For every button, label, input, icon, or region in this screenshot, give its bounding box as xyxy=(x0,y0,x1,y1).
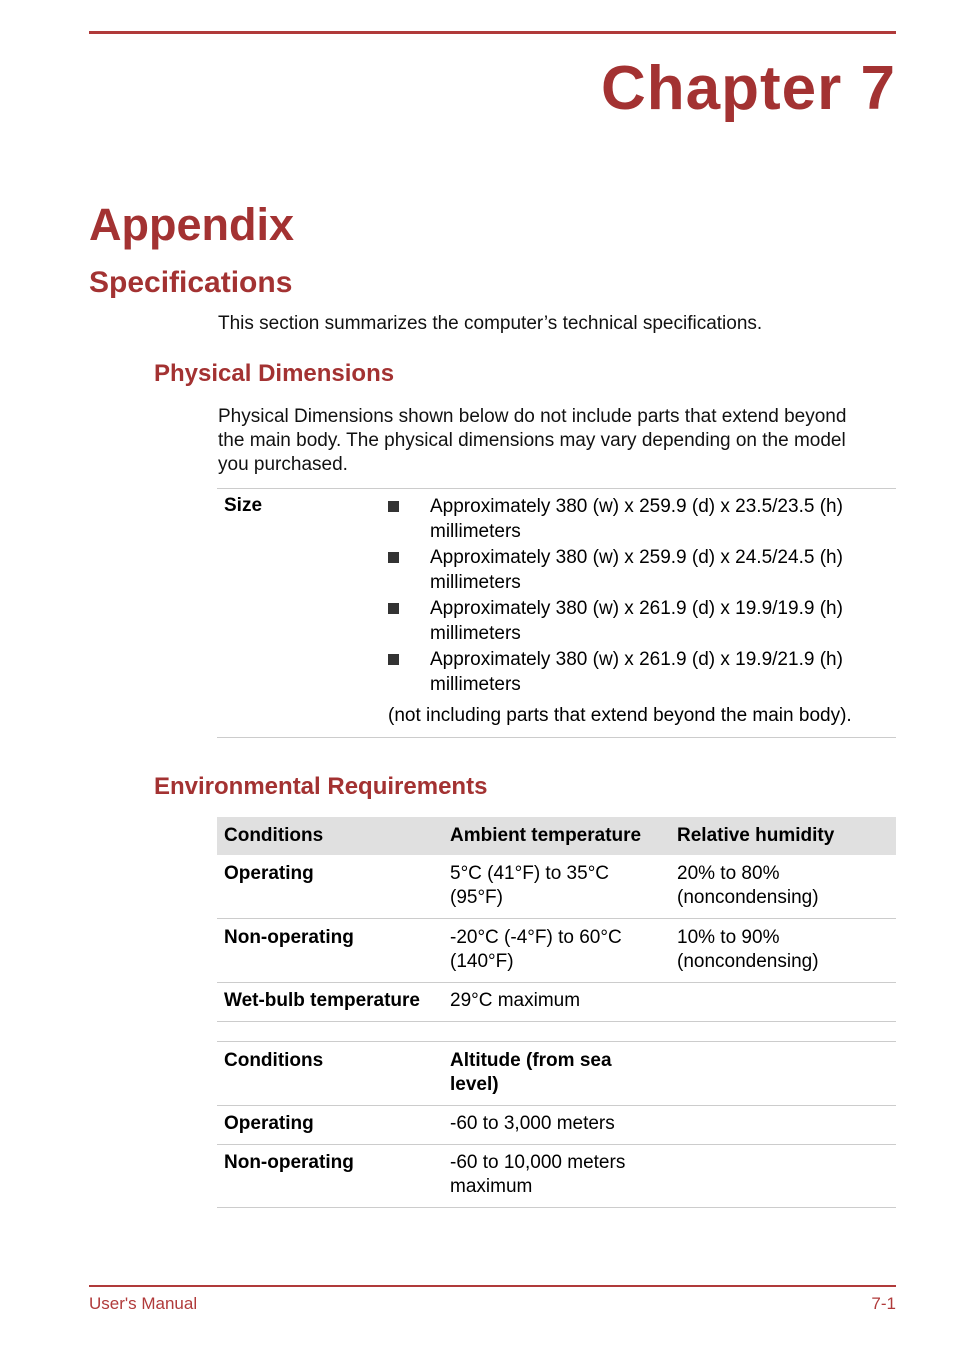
temperature-cell: 29°C maximum xyxy=(450,990,581,1011)
table-divider xyxy=(217,1021,896,1022)
footer-manual-label: User's Manual xyxy=(89,1294,198,1313)
size-item-line: Approximately 380 (w) x 261.9 (d) x 19.9/21.9 (h) xyxy=(430,649,843,670)
page-title: Appendix xyxy=(89,199,295,250)
cell-line: (95°F) xyxy=(450,887,503,908)
specifications-heading: Specifications xyxy=(89,266,293,299)
size-item xyxy=(430,494,890,544)
size-item xyxy=(430,545,890,595)
column-header: Conditions xyxy=(224,1050,324,1071)
size-item-line: millimeters xyxy=(430,572,521,593)
chapter-title: Chapter 7 xyxy=(601,54,896,123)
size-item-line: Approximately 380 (w) x 259.9 (d) x 23.5/23.5 (h) xyxy=(430,496,843,517)
table-divider xyxy=(217,1041,896,1042)
altitude-cell: -60 to 3,000 meters xyxy=(450,1113,615,1134)
temperature-cell xyxy=(450,862,609,910)
bullet-icon xyxy=(388,501,399,512)
condition-cell: Non-operating xyxy=(224,1152,354,1173)
size-item-line: Approximately 380 (w) x 261.9 (d) x 19.9/19.9 (h) xyxy=(430,598,843,619)
condition-cell: Wet-bulb temperature xyxy=(224,990,421,1011)
humidity-cell xyxy=(677,862,819,910)
bullet-icon xyxy=(388,552,399,563)
cell-line: (noncondensing) xyxy=(677,887,819,908)
size-item-line: millimeters xyxy=(430,674,521,695)
size-item-line: Approximately 380 (w) x 259.9 (d) x 24.5/24.5 (h) xyxy=(430,547,843,568)
cell-line: 20% to 80% xyxy=(677,863,780,884)
physical-intro xyxy=(218,405,846,477)
cell-line: 5°C (41°F) to 35°C xyxy=(450,863,610,884)
cell-line: (noncondensing) xyxy=(677,951,819,972)
table-divider xyxy=(217,1144,896,1145)
physical-intro-line: Physical Dimensions shown below do not include parts that extend beyond xyxy=(218,406,847,427)
altitude-cell xyxy=(450,1151,625,1199)
cell-line: 10% to 90% xyxy=(677,927,780,948)
bullet-icon xyxy=(388,603,399,614)
column-header xyxy=(450,1049,612,1097)
size-item-line: millimeters xyxy=(430,521,521,542)
condition-cell: Non-operating xyxy=(224,927,354,948)
cell-line: Altitude (from sea xyxy=(450,1050,612,1071)
table-divider xyxy=(217,737,896,738)
table-divider xyxy=(217,982,896,983)
physical-intro-line: you purchased. xyxy=(218,454,348,475)
physical-intro-line: the main body. The physical dimensions may vary depending on the model xyxy=(218,430,846,451)
bullet-icon xyxy=(388,654,399,665)
column-header: Relative humidity xyxy=(677,825,835,846)
table-divider xyxy=(217,488,896,489)
size-item xyxy=(430,647,890,697)
table-divider xyxy=(217,1105,896,1106)
page-number: 7-1 xyxy=(871,1294,896,1313)
temperature-cell xyxy=(450,926,622,974)
cell-line: maximum xyxy=(450,1176,533,1197)
cell-line: (140°F) xyxy=(450,951,514,972)
environmental-heading: Environmental Requirements xyxy=(154,773,488,800)
column-header: Conditions xyxy=(224,825,324,846)
size-note: (not including parts that extend beyond the main body). xyxy=(388,705,852,726)
table-divider xyxy=(217,1207,896,1208)
column-header: Ambient temperature xyxy=(450,825,642,846)
cell-line: -20°C (-4°F) to 60°C xyxy=(450,927,622,948)
footer-rule xyxy=(89,1285,896,1287)
humidity-cell xyxy=(677,926,819,974)
cell-line: -60 to 10,000 meters xyxy=(450,1152,626,1173)
size-label: Size xyxy=(224,495,263,516)
size-item xyxy=(430,596,890,646)
top-rule xyxy=(89,31,896,34)
specifications-intro: This section summarizes the computer’s technical specifications. xyxy=(218,313,763,334)
table-divider xyxy=(217,918,896,919)
physical-dimensions-heading: Physical Dimensions xyxy=(154,360,395,387)
condition-cell: Operating xyxy=(224,863,314,884)
condition-cell: Operating xyxy=(224,1113,314,1134)
cell-line: level) xyxy=(450,1074,499,1095)
size-item-line: millimeters xyxy=(430,623,521,644)
